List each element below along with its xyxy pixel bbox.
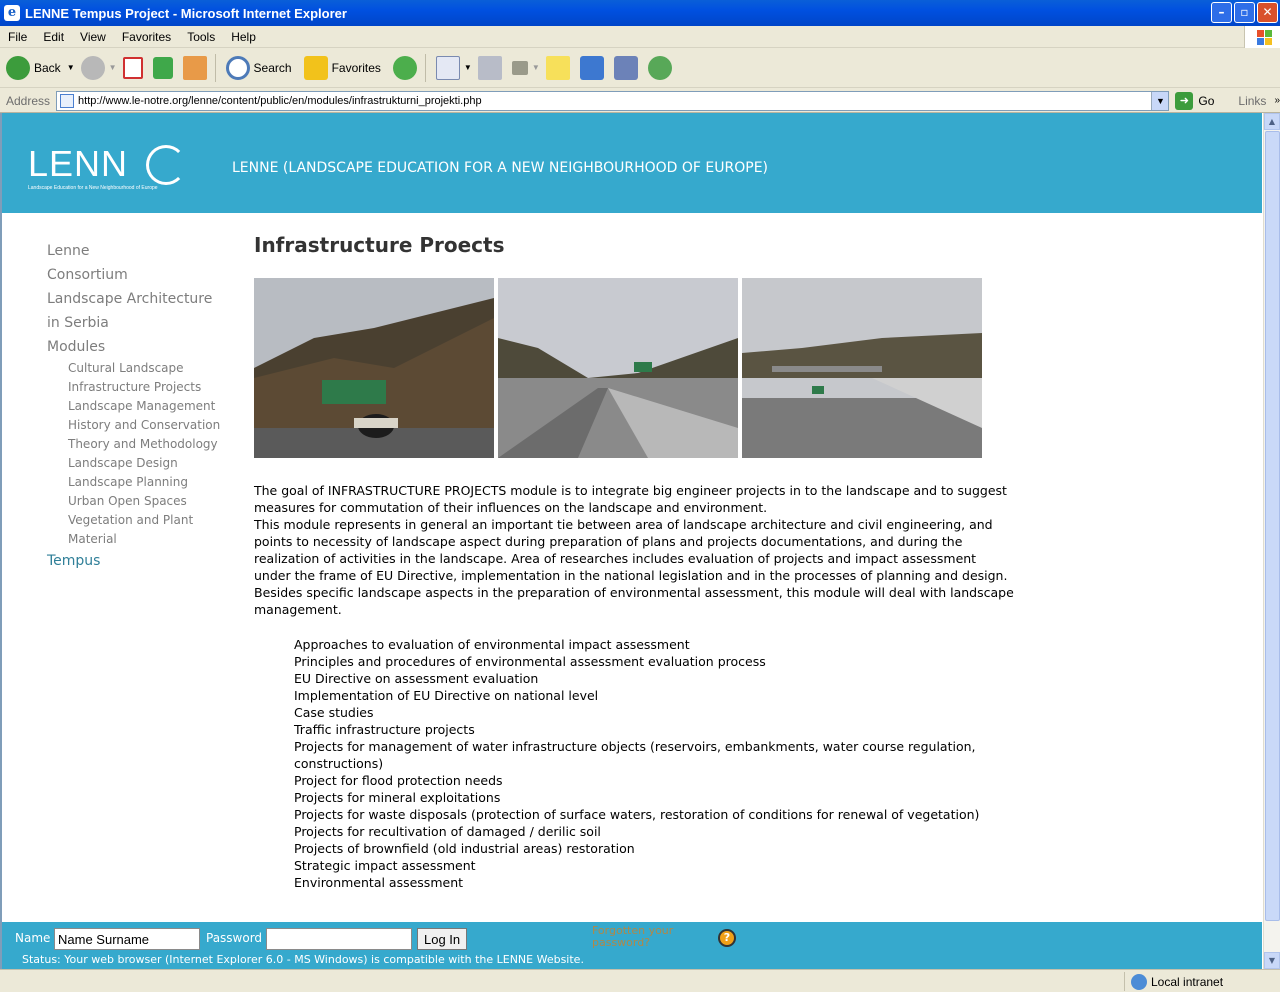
maximize-button[interactable]: ▫ — [1234, 2, 1255, 23]
messenger-button[interactable] — [580, 52, 608, 84]
home-icon — [183, 56, 207, 80]
forward-arrow-icon — [81, 56, 105, 80]
name-input[interactable] — [54, 928, 200, 950]
list-item: Case studies — [294, 705, 374, 720]
scroll-up-icon[interactable]: ▲ — [1264, 113, 1280, 130]
share-icon — [580, 56, 604, 80]
nav-module-item[interactable]: Material — [68, 532, 117, 546]
list-item: Implementation of EU Directive on national level — [294, 688, 599, 703]
note-icon — [546, 56, 570, 80]
ie-logo-icon: e — [4, 5, 20, 21]
menu-edit[interactable]: Edit — [43, 29, 65, 44]
mail-icon — [436, 56, 460, 80]
menu-favorites[interactable]: Favorites — [121, 29, 172, 44]
nav-module-item[interactable]: History and Conservation — [68, 418, 221, 432]
nav-modules[interactable]: Modules — [47, 339, 106, 355]
intro-text — [254, 482, 1014, 618]
list-item: Projects for waste disposals (protection of surface waters, restoration of conditions for renewal of vegetation) — [294, 807, 980, 822]
highway-photo — [498, 278, 738, 458]
list-item: Projects for recultivation of damaged / derilic soil — [294, 824, 601, 839]
list-item: Approaches to evaluation of environmental impact assessment — [294, 637, 690, 652]
address-input[interactable] — [56, 91, 1169, 111]
scroll-down-icon[interactable]: ▼ — [1264, 952, 1280, 969]
stop-button[interactable] — [123, 52, 147, 84]
intro-paragraph: This module represents in general an important tie between area of landscape architecture and civil engineering, and points to necessity of landscape aspect during preparation of plans and projects documentations, and during the realization of activities in the landscape. Area of researches includes evaluation of projects and impact assessment under the frame of EU Directive, implementation in the national legislation and in the processes of planning and design. — [254, 517, 1008, 583]
forward-button[interactable]: ▼ — [81, 52, 117, 84]
nav-module-item[interactable]: Landscape Design — [68, 456, 178, 470]
search-icon — [226, 56, 250, 80]
address-label: Address — [6, 93, 51, 108]
nav-module-item[interactable]: Vegetation and Plant — [68, 513, 194, 527]
list-item: EU Directive on assessment evaluation — [294, 671, 539, 686]
star-icon — [304, 56, 328, 80]
edit-button[interactable]: ▼ — [512, 52, 540, 84]
research-icon — [614, 56, 638, 80]
page-viewport — [0, 113, 1280, 969]
topics-list — [294, 636, 1014, 891]
password-input[interactable] — [266, 928, 412, 950]
address-bar — [0, 89, 1280, 113]
intro-paragraph: Besides specific landscape aspects in the preparation of environmental assessment, this module will deal with landscape management. — [254, 585, 1014, 617]
nav-landscape-architecture[interactable]: Landscape Architecture — [47, 291, 213, 307]
history-button[interactable] — [393, 52, 421, 84]
nav-in-serbia[interactable]: in Serbia — [47, 315, 109, 331]
interchange-photo — [742, 278, 982, 458]
globe-icon — [1131, 974, 1147, 990]
intro-paragraph: The goal of INFRASTRUCTURE PROJECTS module is to integrate big engineer projects in to the landscape and to suggest measures for commutation of their influences on the landscape and environment. — [254, 483, 1007, 515]
nav-consortium[interactable]: Consortium — [47, 267, 128, 283]
windows-logo-icon — [1244, 26, 1280, 48]
browser-status-text: Status: Your web browser (Internet Explorer 6.0 - MS Windows) is compatible with the LENNE Website. — [22, 953, 584, 966]
refresh-button[interactable] — [153, 52, 177, 84]
name-label: Name — [15, 931, 51, 945]
close-button[interactable]: ✕ — [1257, 2, 1278, 23]
vertical-scrollbar[interactable] — [1263, 113, 1280, 969]
menu-tools[interactable]: Tools — [187, 29, 216, 44]
minimize-button[interactable]: – — [1211, 2, 1232, 23]
photo-strip — [254, 278, 1014, 458]
mail-button[interactable]: ▼ — [436, 52, 472, 84]
back-arrow-icon — [6, 56, 30, 80]
nav-module-item[interactable]: Theory and Methodology — [68, 437, 218, 451]
title-bar — [0, 0, 1280, 26]
nav-module-item[interactable]: Landscape Planning — [68, 475, 188, 489]
links-button[interactable]: Links — [1238, 93, 1267, 108]
print-icon — [478, 56, 502, 80]
history-icon — [393, 56, 417, 80]
tunnel-photo — [254, 278, 494, 458]
menu-bar — [0, 26, 1280, 48]
status-bar — [0, 969, 1280, 992]
contacts-button[interactable] — [648, 52, 676, 84]
favorites-button[interactable]: Favorites — [304, 52, 387, 84]
users-icon — [648, 56, 672, 80]
nav-module-item[interactable]: Urban Open Spaces — [68, 494, 187, 508]
help-icon[interactable]: ? — [718, 929, 736, 947]
site-header — [2, 113, 1262, 213]
login-bar — [2, 922, 1262, 969]
security-zone: Local intranet — [1124, 972, 1280, 991]
list-item: Environmental assessment — [294, 875, 464, 890]
forgot-password-link[interactable]: Forgotten your password? — [592, 924, 674, 949]
window-title: LENNE Tempus Project - Microsoft Internet Explorer — [25, 5, 347, 21]
links-chevron-icon[interactable]: » — [1274, 95, 1280, 106]
list-item: Traffic infrastructure projects — [294, 722, 475, 737]
list-item: Project for flood protection needs — [294, 773, 503, 788]
login-button[interactable]: Log In — [417, 928, 467, 950]
home-button[interactable] — [183, 52, 211, 84]
page-icon — [60, 94, 74, 108]
go-arrow-icon: ➜ — [1175, 92, 1193, 110]
scroll-thumb[interactable] — [1265, 131, 1280, 921]
edit-icon — [512, 61, 528, 75]
list-item: Projects for management of water infrastructure objects (reservoirs, embankments, water course regulation, constructions) — [294, 739, 976, 771]
refresh-icon — [153, 57, 173, 79]
nav-tempus[interactable]: Tempus — [47, 553, 101, 569]
list-item: Strategic impact assessment — [294, 858, 476, 873]
stop-icon — [123, 57, 143, 79]
logo-ring-icon — [146, 145, 186, 185]
nav-lenne[interactable]: Lenne — [47, 243, 90, 259]
print-button[interactable] — [478, 52, 506, 84]
nav-module-item[interactable]: Cultural Landscape — [68, 361, 184, 375]
go-button[interactable]: ➜ Go — [1175, 92, 1214, 110]
list-item: Projects of brownfield (old industrial areas) restoration — [294, 841, 635, 856]
address-dropdown-icon[interactable]: ▼ — [1151, 92, 1168, 110]
list-item: Principles and procedures of environmental assessment evaluation process — [294, 654, 766, 669]
back-button[interactable]: Back ▼ — [6, 52, 75, 84]
menu-view[interactable]: View — [80, 29, 106, 44]
page-title: Infrastructure Proects — [254, 233, 505, 257]
sidebar-nav — [47, 239, 220, 573]
main-content — [254, 233, 1014, 891]
address-url: http://www.le-notre.org/lenne/content/public/en/modules/infrastrukturni_projekti.php — [78, 94, 482, 107]
nav-module-item[interactable]: Landscape Management — [68, 399, 216, 413]
search-button[interactable]: Search — [226, 52, 298, 84]
lenne-logo[interactable]: LENN Landscape Education for a New Neighbourhood of Europe — [28, 143, 158, 191]
toolbar — [0, 48, 1280, 88]
nav-module-item[interactable]: Infrastructure Projects — [68, 380, 202, 394]
password-label: Password — [206, 931, 263, 945]
discuss-button[interactable] — [546, 52, 574, 84]
menu-help[interactable]: Help — [231, 29, 256, 44]
menu-file[interactable]: File — [8, 29, 28, 44]
site-title: LENNE (LANDSCAPE EDUCATION FOR A NEW NEIGHBOURHOOD OF EUROPE) — [232, 160, 769, 176]
list-item: Projects for mineral exploitations — [294, 790, 501, 805]
research-button[interactable] — [614, 52, 642, 84]
